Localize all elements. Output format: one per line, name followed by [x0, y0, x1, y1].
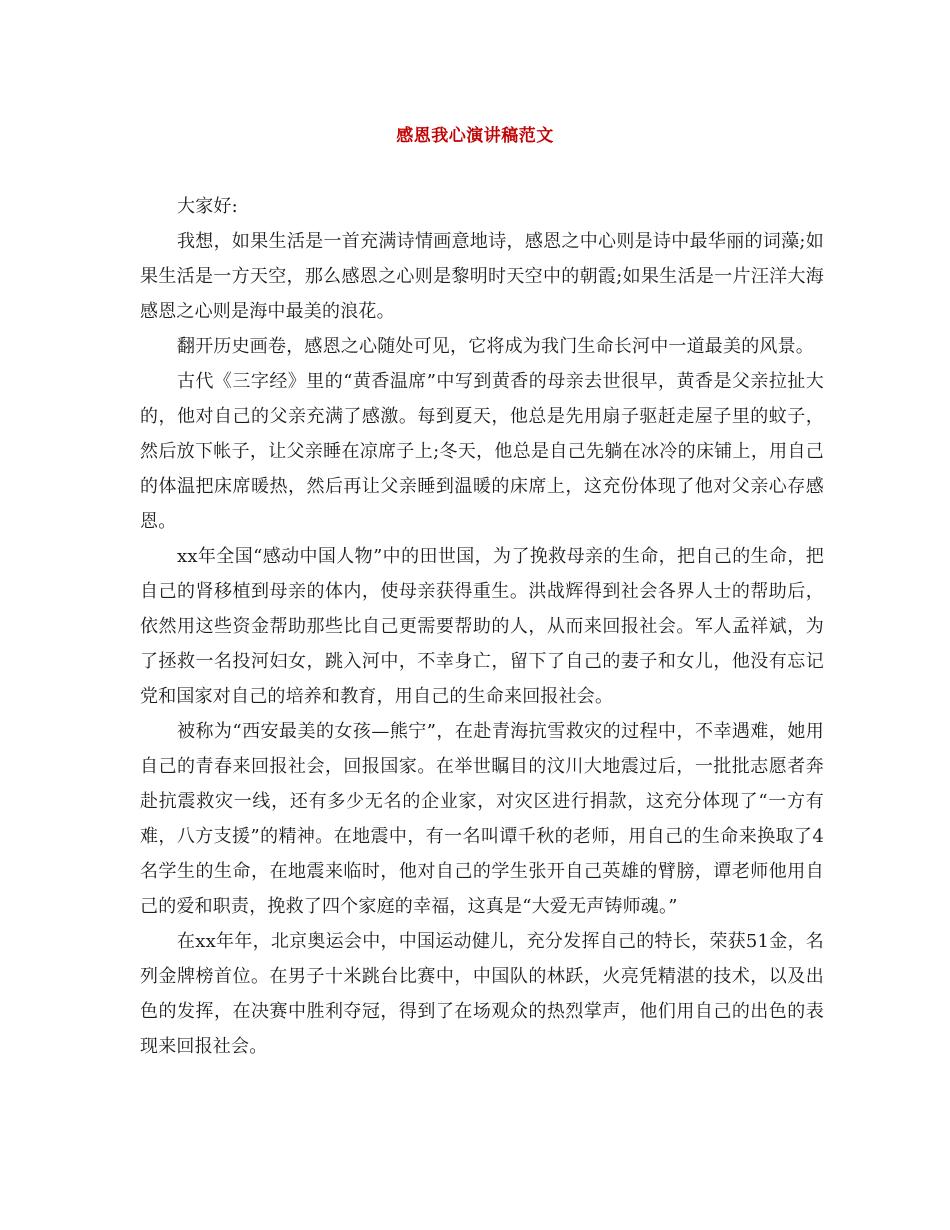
paragraph: 古代《三字经》里的“黄香温席”中写到黄香的母亲去世很早，黄香是父亲拉扯大的，他对自己的父亲充满了感激。每到夏天，他总是先用扇子驱赶走屋子里的蚊子，然后放下帐子，让父亲睡在凉席子上;冬天，他总是自己先躺在冰冷的床铺上，用自己的体温把床席暖热，然后再让父亲睡到温暖的床席上，这充份体现了他对父亲心存感恩。: [140, 371, 824, 532]
paragraph-greeting: 大家好:: [177, 196, 238, 217]
paragraph: 在xx年年，北京奥运会中，中国运动健儿，充分发挥自己的特长，荣获51金，名列金牌榜首位。在男子十米跳台比赛中，中国队的林跃，火亮凭精湛的技术，以及出色的发挥，在决赛中胜利夺冠，得到了在场观众的热烈掌声，他们用自己的出色的表现来回报社会。: [140, 931, 824, 1057]
document-body: [140, 189, 824, 1064]
paragraph: xx年全国“感动中国人物”中的田世国，为了挽救母亲的生命，把自己的生命，把自己的肾移植到母亲的体内，使母亲获得重生。洪战辉得到社会各界人士的帮助后，依然用这些资金帮助那些比自己更需要帮助的人，从而来回报社会。军人孟祥斌，为了拯救一名投河妇女，跳入河中，不幸身亡，留下了自己的妻子和女儿，他没有忘记党和国家对自己的培养和教育，用自己的生命来回报社会。: [140, 546, 824, 707]
document-title: 感恩我心演讲稿范文: [396, 126, 554, 146]
paragraph: 我想，如果生活是一首充满诗情画意地诗，感恩之中心则是诗中最华丽的词藻;如果生活是一方天空，那么感恩之心则是黎明时天空中的朝霞;如果生活是一片汪洋大海感恩之心则是海中最美的浪花。: [140, 231, 824, 322]
paragraph: 翻开历史画卷，感恩之心随处可见，它将成为我门生命长河中一道最美的风景。: [177, 336, 814, 357]
paragraph: 被称为“西安最美的女孩—熊宁”，在赴青海抗雪救灾的过程中，不幸遇难，她用自己的青春来回报社会，回报国家。在举世瞩目的汶川大地震过后，一批批志愿者奔赴抗震救灾一线，还有多少无名的企业家，对灾区进行捐款，这充分体现了“一方有难，八方支援”的精神。在地震中，有一名叫谭千秋的老师，用自己的生命来换取了4名学生的生命，在地震来临时，他对自己的学生张开自己英雄的臂膀，谭老师他用自己的爱和职责，挽救了四个家庭的幸福，这真是“大爱无声铸师魂。”: [140, 721, 824, 917]
